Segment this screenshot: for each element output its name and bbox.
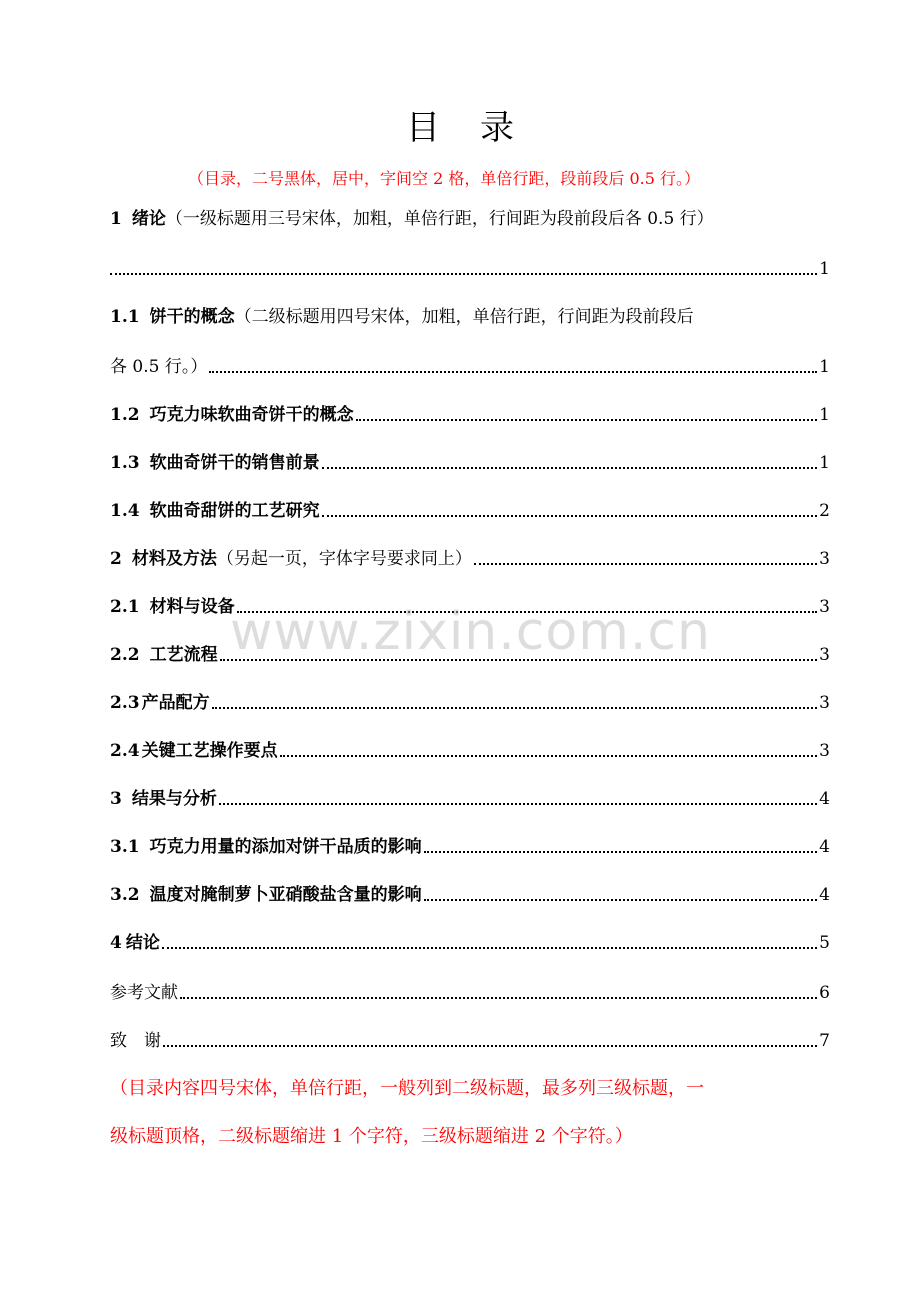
- toc-page-number: 3: [819, 693, 830, 713]
- toc-entry-1-1-line1[interactable]: [110, 306, 840, 328]
- toc-entry-number: 4: [110, 933, 122, 953]
- toc-entry-note: （一级标题用三号宋体，加粗，单倍行距，行间距为段前段后各 0.5 行）: [165, 209, 714, 229]
- toc-entry-number: 2.4: [110, 741, 140, 761]
- toc-entry-1-1-line2[interactable]: [110, 350, 830, 378]
- format-note-bottom-line2: 级标题顶格，二级标题缩进 1 个字符，三级标题缩进 2 个字符。）: [110, 1126, 633, 1147]
- page-title: [0, 100, 920, 149]
- toc-page-number: 6: [819, 983, 830, 1003]
- toc-entry-number: 2.1: [110, 597, 140, 617]
- leader-dots: [356, 418, 818, 421]
- toc-entry-text: 工艺流程: [149, 645, 218, 665]
- toc-entry-text: 饼干的概念: [149, 307, 235, 327]
- toc-page-number: 3: [819, 741, 830, 761]
- toc-page-number: 4: [819, 837, 830, 857]
- toc-entry-acknowledgements[interactable]: [110, 1024, 830, 1052]
- toc-entry-3-1[interactable]: [110, 830, 830, 858]
- toc-entry-2-3[interactable]: [110, 686, 830, 714]
- toc-entry-note-cont: 各 0.5 行。）: [110, 357, 208, 377]
- toc-page-number: 7: [819, 1031, 830, 1051]
- toc-page-number: 3: [819, 549, 830, 569]
- toc-entry-number: 1.3: [110, 453, 140, 473]
- toc-entry-text: 巧克力味软曲奇饼干的概念: [149, 405, 354, 425]
- toc-page-number: 4: [819, 789, 830, 809]
- toc-entry-text: 产品配方: [141, 693, 210, 713]
- toc-entry-number: 2: [110, 549, 122, 569]
- leader-dots: [180, 996, 817, 999]
- leader-dots: [474, 562, 817, 565]
- toc-entry-1-2[interactable]: [110, 398, 830, 426]
- leader-dots: [212, 706, 818, 709]
- toc-entry-text: 软曲奇甜饼的工艺研究: [149, 501, 320, 521]
- leader-dots: [322, 466, 818, 469]
- toc-page-number: 2: [819, 501, 830, 521]
- toc-entry-number: 1: [110, 209, 122, 229]
- leader-dots: [110, 272, 817, 275]
- toc-entry-text: 温度对腌制萝卜亚硝酸盐含量的影响: [149, 885, 422, 905]
- toc-entry-number: 1.1: [110, 307, 140, 327]
- toc-page-number: 1: [819, 405, 830, 425]
- leader-dots: [162, 946, 817, 949]
- toc-page-number: 1: [819, 259, 830, 279]
- toc-entry-text: 结果与分析: [131, 789, 217, 809]
- toc-entry-number: 2.3: [110, 693, 140, 713]
- title-char-2: 录: [480, 108, 514, 148]
- toc-entry-1-line2[interactable]: [110, 252, 830, 280]
- toc-entry-1-4[interactable]: [110, 494, 830, 522]
- toc-entry-text: 致 谢: [110, 1031, 161, 1051]
- toc-page-number: 3: [819, 597, 830, 617]
- toc-page-number: 5: [819, 933, 830, 953]
- toc-entry-2[interactable]: [110, 542, 830, 570]
- leader-dots: [424, 850, 818, 853]
- toc-entry-number: 3: [110, 789, 122, 809]
- toc-entry-text: 软曲奇饼干的销售前景: [149, 453, 320, 473]
- leader-dots: [219, 802, 817, 805]
- toc-entry-number: 1.2: [110, 405, 140, 425]
- toc-entry-text: 结论: [125, 933, 160, 953]
- watermark: www.zixin.com.cn: [230, 602, 711, 662]
- toc-entry-text: 巧克力用量的添加对饼干品质的影响: [149, 837, 422, 857]
- toc-entry-text: 参考文献: [110, 983, 178, 1003]
- toc-entry-number: 1.4: [110, 501, 140, 521]
- toc-page-number: 4: [819, 885, 830, 905]
- format-note-top: （目录，二号黑体，居中，字间空 2 格，单倍行距，段前段后 0.5 行。）: [188, 169, 700, 188]
- leader-dots: [163, 1044, 817, 1047]
- toc-entry-number: 3.2: [110, 885, 140, 905]
- title-char-1: 目: [406, 108, 440, 148]
- toc-entry-3[interactable]: [110, 782, 830, 810]
- toc-entry-text: 材料与设备: [149, 597, 235, 617]
- toc-page-number: 3: [819, 645, 830, 665]
- toc-entry-1-line1[interactable]: [110, 208, 840, 230]
- toc-entry-2-4[interactable]: [110, 734, 830, 762]
- toc-entry-text: 关键工艺操作要点: [141, 741, 278, 761]
- leader-dots: [280, 754, 818, 757]
- toc-page-number: 1: [819, 357, 830, 377]
- toc-entry-4[interactable]: [110, 926, 830, 954]
- toc-entry-number: 2.2: [110, 645, 140, 665]
- toc-entry-references[interactable]: [110, 976, 830, 1004]
- leader-dots: [424, 898, 818, 901]
- toc-entry-text: 材料及方法: [131, 549, 217, 569]
- leader-dots: [209, 370, 817, 373]
- leader-dots: [322, 514, 818, 517]
- toc-entry-note: （另起一页，字体字号要求同上）: [216, 549, 472, 569]
- format-note-bottom-line1: （目录内容四号宋体，单倍行距，一般列到二级标题，最多列三级标题，一: [110, 1078, 704, 1099]
- toc-entry-1-3[interactable]: [110, 446, 830, 474]
- toc-entry-3-2[interactable]: [110, 878, 830, 906]
- toc-entry-note: （二级标题用四号宋体，加粗，单倍行距，行间距为段前段后: [234, 307, 694, 327]
- toc-entry-number: 3.1: [110, 837, 140, 857]
- toc-page-number: 1: [819, 453, 830, 473]
- toc-entry-text: 绪论: [131, 209, 166, 229]
